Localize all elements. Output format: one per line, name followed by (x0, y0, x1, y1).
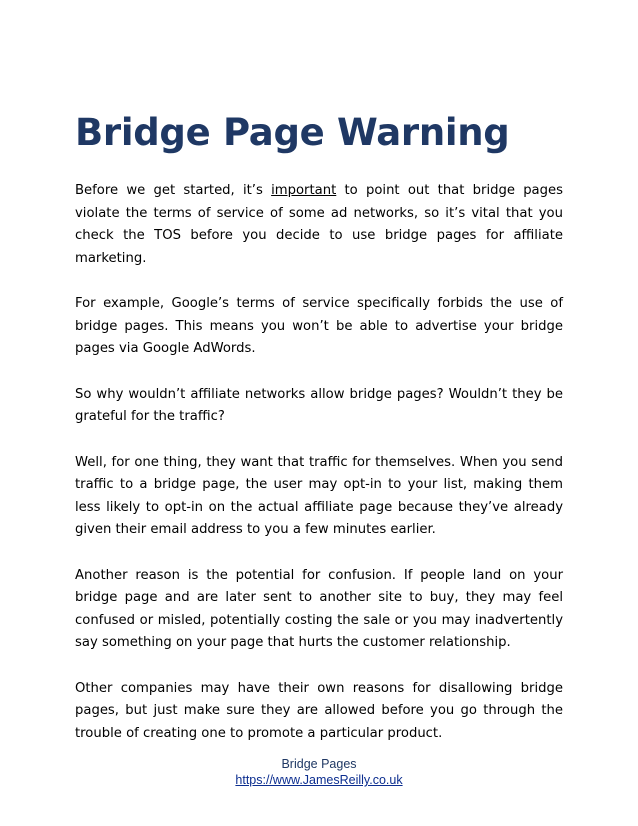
underlined-word: important (271, 183, 337, 198)
paragraph-google: For example, Google’s terms of service specifically forbids the use of bridge pages. This means you won’t be able to advertise your bridge pages via Google AdWords. (75, 296, 563, 356)
page-title: Bridge Page Warning (75, 111, 510, 154)
paragraph-intro-after: to point out that bridge pages violate the terms of service of some ad networks, so it’s vital that you check the TOS before you decide to use bridge pages for affiliate marketing. (75, 183, 563, 266)
paragraph-other: Other companies may have their own reasons for disallowing bridge pages, but just make sure they are allowed before you go through the trouble of creating one to promote a particular product. (75, 680, 563, 741)
page-footer (0, 756, 638, 788)
footer-title: Bridge Pages (281, 757, 357, 771)
paragraph-intro-before: Before we get started, it’s (75, 183, 272, 198)
footer-link[interactable]: https://www.JamesReilly.co.uk (235, 773, 403, 787)
paragraph-traffic: Well, for one thing, they want that traffic for themselves. When you send traffic to a bridge page, the user may opt-in to your list, making them less likely to opt-in on the actual affiliate page because they’ve already given their email address to you a few minutes earlier. (75, 454, 563, 537)
paragraph-intro (75, 180, 563, 270)
paragraph-confusion: Another reason is the potential for confusion. If people land on your bridge page and are later sent to another site to buy, they may feel confused or misled, potentially costing the sale or you may inadvertently say something on your page that hurts the customer relationship. (75, 567, 563, 650)
document-body (75, 180, 563, 768)
paragraph-why: So why wouldn’t affiliate networks allow bridge pages? Wouldn’t they be grateful for the traffic? (75, 386, 563, 424)
